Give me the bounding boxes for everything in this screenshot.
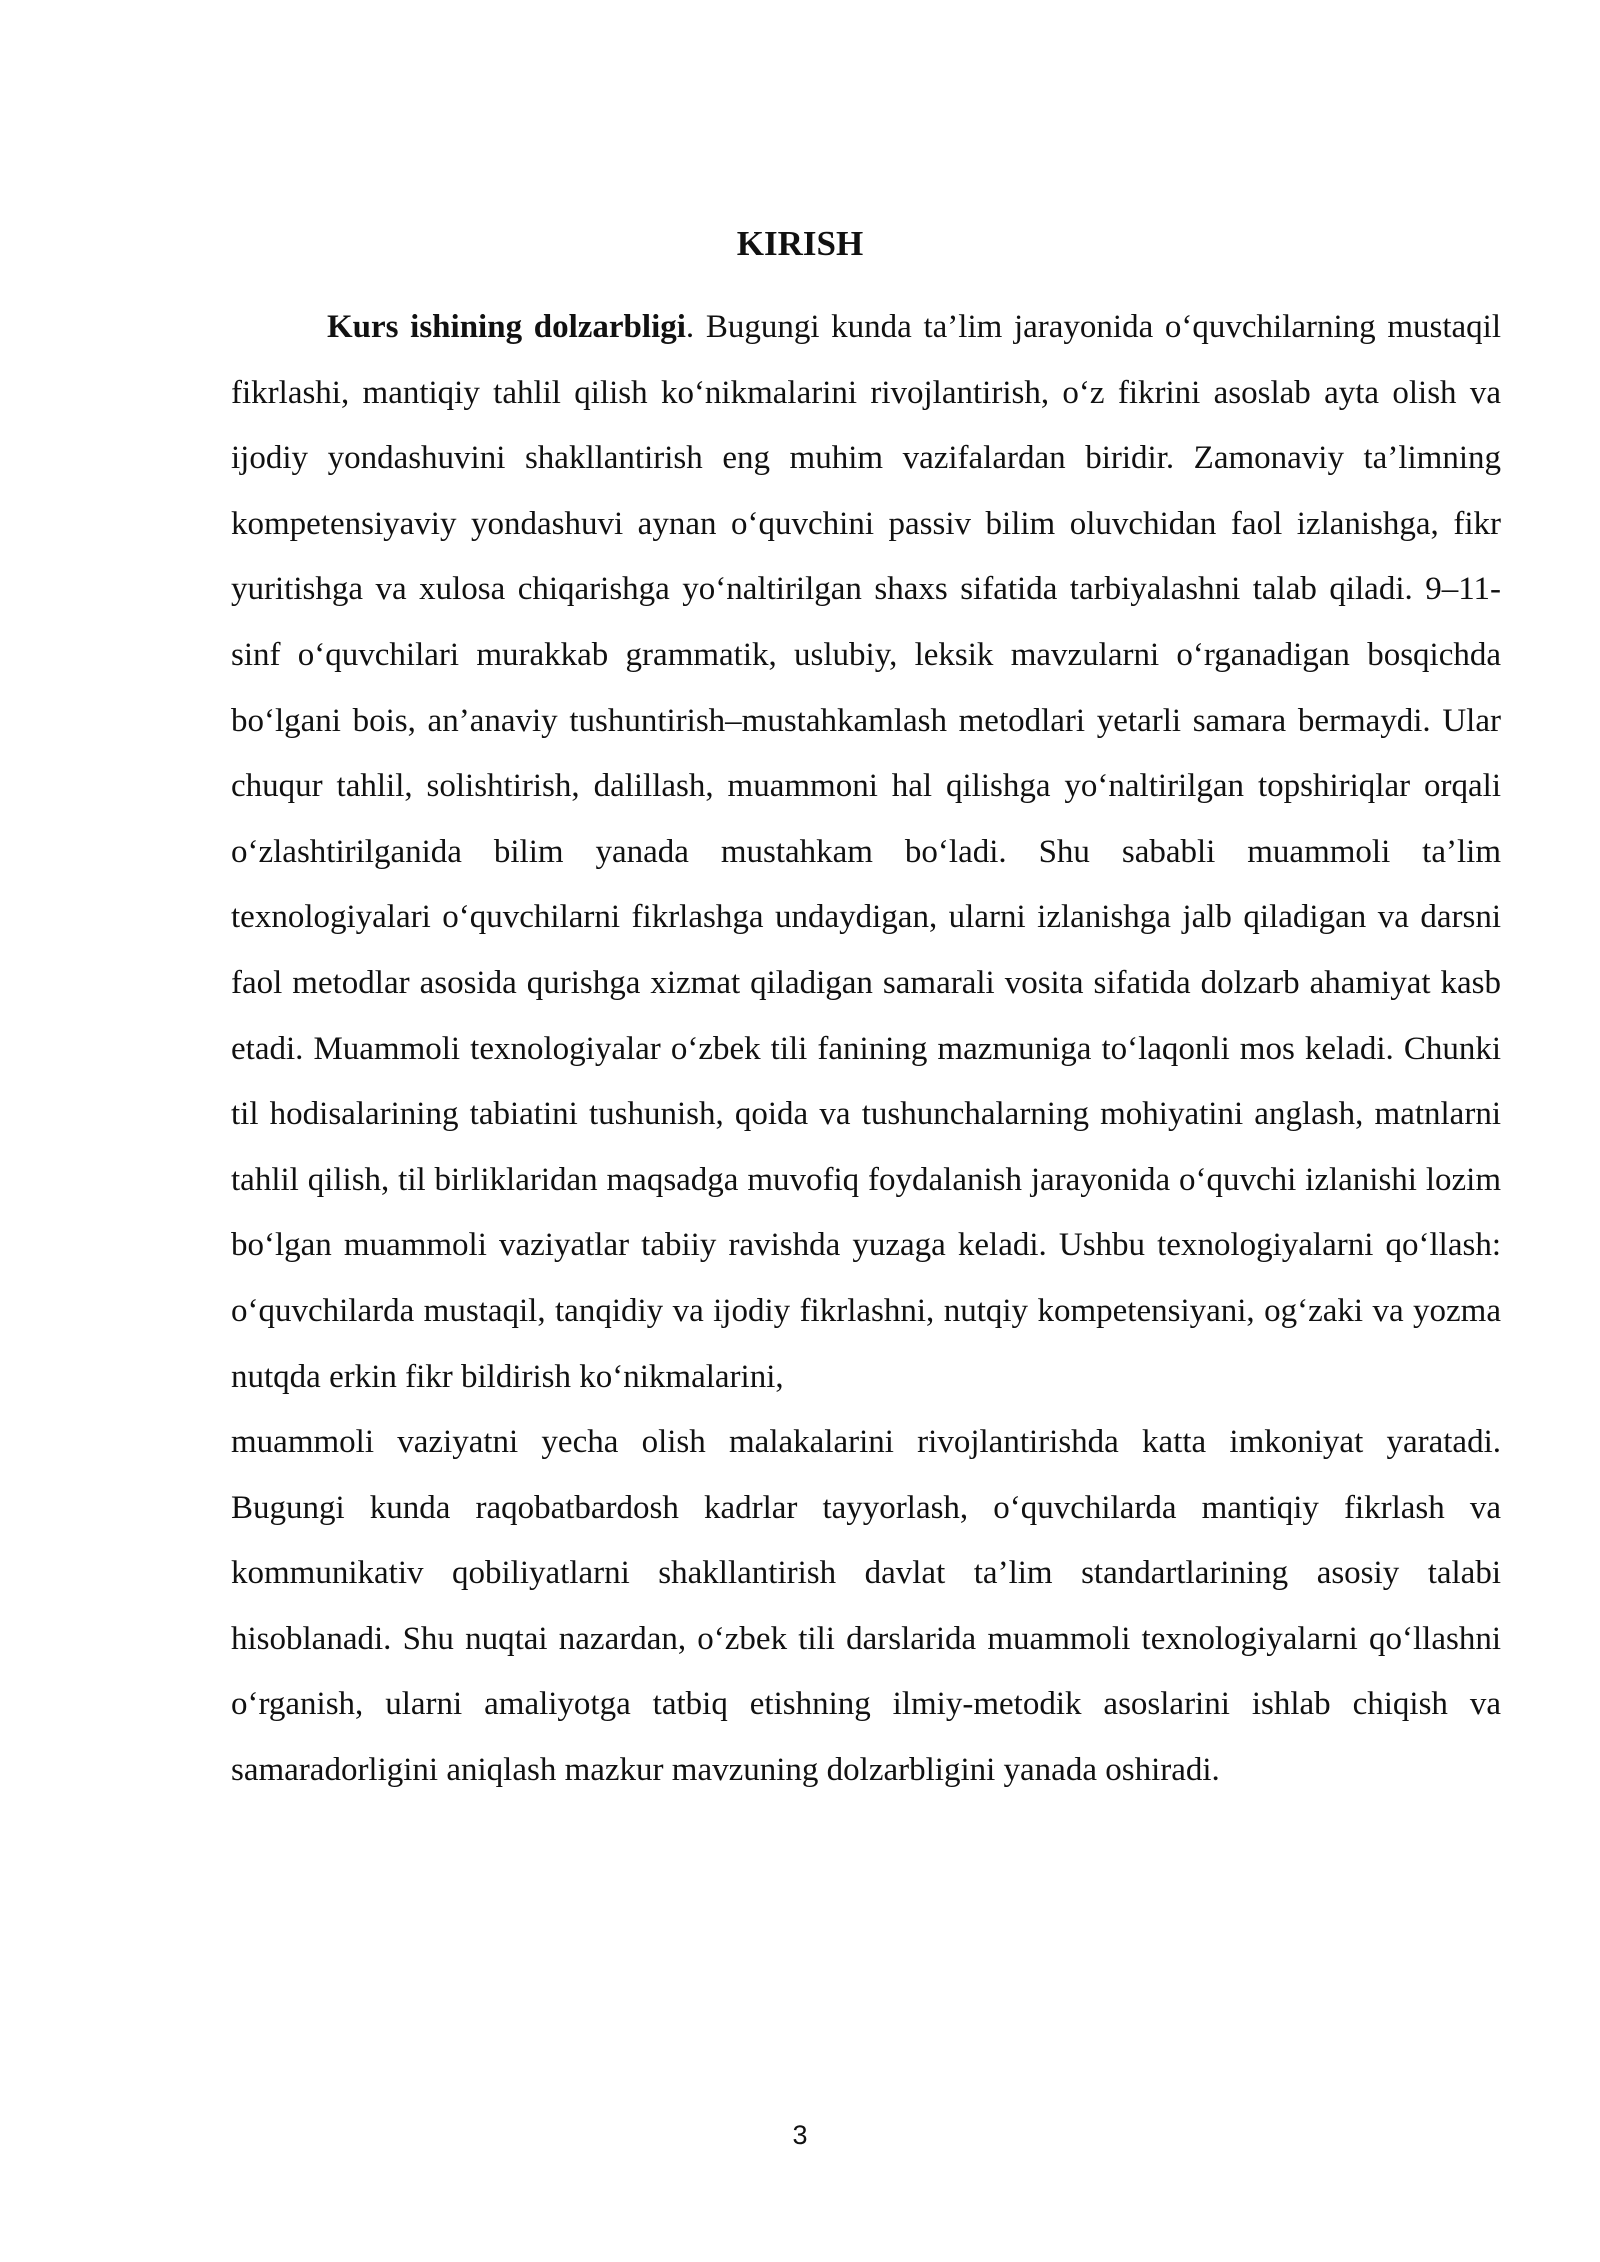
paragraph-text: muammoli vaziyatni yecha olish malakalarini rivojlantirishda katta imkoniyat yaratadi. Bugungi kunda raqobatbardosh kadrlar tayyorlash, o‘quvchilarda mantiqiy fikrlash va kommunikativ qobiliyatlarni shakllantirish davlat ta’lim standartlarining asosiy talabi hisoblanadi. Shu nuqtai nazardan, o‘zbek tili darslarida muammoli texnologiyalarni qo‘llashni o‘rganish, ularni amaliyotga tatbiq etishning ilmiy-metodik asoslarini ishlab chiqish va samaradorligini aniqlash mazkur mavzuning dolzarbligini yanada oshiradi. (231, 1424, 1501, 1789)
paragraph-text: . Bugungi kunda ta’lim jarayonida o‘quvchilarning mustaqil fikrlashi, mantiqiy tahlil qilish ko‘nikmalarini rivojlantirish, o‘z fikrini asoslab ayta olish va ijodiy yondashuvini shakllantirish eng muhim vazifalardan biridir. Zamonaviy ta’limning kompetensiyaviy yondashuvi aynan o‘quvchini passiv bilim oluvchidan faol izlanishga, fikr yuritishga va xulosa chiqarishga yo‘naltirilgan shaxs sifatida tarbiyalashni talab qiladi. 9–11-sinf o‘quvchilari murakkab grammatik, uslubiy, leksik mavzularni o‘rganadigan bosqichda bo‘lgani bois, an’anaviy tushuntirish–mustahkamlash metodlari yetarli samara bermaydi. Ular chuqur tahlil, solishtirish, dalillash, muammoni hal qilishga yo‘naltirilgan topshiriqlar orqali o‘zlashtirilganida bilim yanada mustahkam bo‘ladi. Shu sababli muammoli ta’lim texnologiyalari o‘quvchilarni fikrlashga undaydigan, ularni izlanishga jalb qiladigan va darsni faol metodlar asosida qurishga xizmat qiladigan samarali vosita sifatida dolzarb ahamiyat kasb etadi. Muammoli texnologiyalar o‘zbek tili fanining mazmuniga to‘laqonli mos keladi. Chunki til hodisalarining tabiatini tushunish, qoida va tushunchalarning mohiyatini anglash, matnlarni tahlil qilish, til birliklaridan maqsadga muvofiq foydalanish jarayonida o‘quvchi izlanishi lozim bo‘lgan muammoli vaziyatlar tabiiy ravishda yuzaga keladi. Ushbu texnologiyalarni qo‘llash: o‘quvchilarda mustaqil, tanqidiy va ijodiy fikrlashni, nutqiy kompetensiyani, og‘zaki va yozma nutqda erkin fikr bildirish ko‘nikmalarini, (231, 309, 1501, 1395)
paragraph-relevance (231, 295, 1501, 1410)
body-text (231, 295, 1501, 1804)
page-number: 3 (792, 2120, 808, 2150)
section-heading: KIRISH (736, 224, 864, 263)
paragraph-continuation (231, 1410, 1501, 1804)
paragraph-lead: Kurs ishining dolzarbligi (327, 309, 686, 345)
